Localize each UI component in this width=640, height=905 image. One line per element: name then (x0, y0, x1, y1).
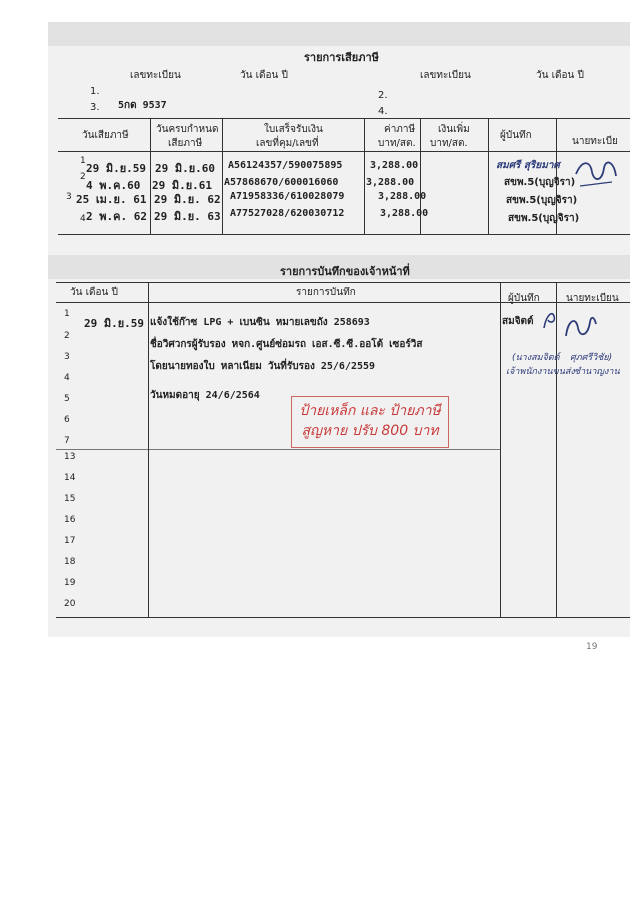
tax-row-1-due-date: 29 มิ.ย.60 (155, 162, 216, 175)
recorder-signature-mark (540, 306, 560, 336)
officer-row-number: 6 (64, 415, 70, 425)
slot-3-number: 3. (90, 102, 100, 113)
registrar-name-note-1: ศุภศรีวิชัย) (570, 353, 613, 363)
recorder-stamp-4: สขพ.5(บุญจิรา) (508, 213, 580, 224)
top-patterned-band (48, 22, 630, 46)
officer-entry-line-3: โดยนายทองใบ หลาเนียม วันที่รับรอง 25/6/2559 (150, 361, 376, 372)
officer-table-top-line (56, 282, 630, 283)
registrar-name-note-2: ชำนาญงาน (574, 367, 620, 377)
officer-row-number: 2 (64, 331, 70, 341)
lost-plate-fine-stamp (291, 396, 449, 448)
officer-entry-date: 29 มิ.ย.59 (84, 317, 145, 330)
tax-table-header-line (58, 151, 630, 152)
recorder-name-note-2: เจ้าพนักงานขนส่ง (506, 367, 575, 377)
tax-row-3-receipt: A71958336/610028079 (230, 191, 345, 202)
slot-2-number: 2. (378, 90, 388, 101)
registrar-signature-top (572, 152, 620, 196)
officer-row-number: 18 (64, 557, 76, 567)
recorder-stamp-1: สมศรี สุริยมาศ (496, 160, 560, 171)
tax-row-2-tax: 3,288.00 (366, 177, 415, 188)
officer-table-mid-line (56, 449, 500, 450)
tax-table-bottom-line (58, 234, 630, 235)
fine-stamp-line-2: สูญหาย ปรับ 800 บาท (301, 423, 439, 439)
officer-row-number: 13 (64, 452, 76, 462)
tax-row-3-tax: 3,288.00 (378, 191, 427, 202)
col-due-date-line2: เสียภาษี (168, 138, 203, 149)
header-left-registration: เลขทะเบียน (130, 70, 181, 81)
officer-col-record: รายการบันทึก (296, 287, 356, 298)
officer-row-number: 4 (64, 373, 70, 383)
tax-section-title: รายการเสียภาษี (304, 51, 379, 64)
tax-col-divider-3 (364, 118, 365, 234)
tax-row-4-number: 4 (80, 214, 86, 224)
recorder-stamp-3: สขพ.5(บุญจิรา) (506, 195, 578, 206)
officer-row-number: 1 (64, 309, 70, 319)
tax-row-1-number: 1 (80, 156, 86, 166)
tax-row-2-paid-date: 4 พ.ค.60 (86, 179, 141, 192)
officer-col-registrar: นายทะเบียน (566, 293, 619, 304)
tax-row-4-due-date: 29 มิ.ย. 63 (154, 210, 221, 223)
officer-row-number: 14 (64, 473, 76, 483)
officer-col-divider-2 (500, 282, 501, 617)
tax-row-4-receipt: A77527028/620030712 (230, 208, 345, 219)
tax-row-3-paid-date: 25 เม.ย. 61 (76, 193, 147, 206)
tax-row-1-paid-date: 29 มิ.ย.59 (86, 162, 147, 175)
officer-row-number: 5 (64, 394, 70, 404)
tax-col-divider-5 (488, 118, 489, 234)
slot-1-number: 1. (90, 86, 100, 97)
col-paid-date: วันเสียภาษี (82, 130, 129, 141)
recorder-name-note-1: (นางสมจิตต์ (512, 353, 560, 363)
tax-row-1-receipt: A56124357/590075895 (228, 160, 343, 171)
officer-entry-line-2: ชื่อวิศวกรผู้รับรอง หจก.ศูนย์ซ่อมรถ เอส.ซี.ซี.ออโต้ เซอร์วิส (150, 339, 423, 350)
tax-row-2-receipt: A57868670/600016060 (224, 177, 339, 188)
officer-col-divider-1 (148, 282, 149, 617)
fine-stamp-line-1: ป้ายเหล็ก และ ป้ายภาษี (299, 403, 441, 419)
header-right-date: วัน เดือน ปี (536, 70, 584, 81)
officer-section-title: รายการบันทึกของเจ้าหน้าที่ (280, 265, 410, 278)
registrar-signature-bottom (560, 306, 600, 350)
tax-col-divider-2 (222, 118, 223, 234)
officer-row-number: 20 (64, 599, 76, 609)
col-receipt-line1: ใบเสร็จรับเงิน (264, 124, 323, 135)
officer-entry-line-1: แจ้งใช้ก๊าซ LPG + เบนซิน หมายเลขถัง 258693 (150, 317, 370, 328)
officer-row-number: 15 (64, 494, 76, 504)
tax-row-2-number: 2 (80, 172, 86, 182)
officer-row-number: 3 (64, 352, 70, 362)
col-registrar: นายทะเบีย (572, 136, 618, 147)
tax-row-3-due-date: 29 มิ.ย. 62 (154, 193, 221, 206)
col-tax-line2: บาท/สต. (378, 138, 416, 149)
col-recorder: ผู้บันทึก (500, 130, 532, 141)
tax-row-2-due-date: 29 มิ.ย.61 (152, 179, 213, 192)
page-number-bottom: 19 (586, 642, 598, 652)
tax-row-1-tax: 3,288.00 (370, 160, 419, 171)
officer-row-number: 16 (64, 515, 76, 525)
officer-row-number: 17 (64, 536, 76, 546)
tax-row-4-paid-date: 2 พ.ค. 62 (86, 210, 147, 223)
col-tax-line1: ค่าภาษี (384, 124, 416, 135)
tax-table-top-line (58, 118, 630, 119)
header-right-registration: เลขทะเบียน (420, 70, 471, 81)
officer-table-header-line (56, 302, 630, 303)
tax-row-3-number: 3 (66, 192, 72, 202)
tax-row-4-tax: 3,288.00 (380, 208, 429, 219)
officer-entry-line-4: วันหมดอายุ 24/6/2564 (150, 390, 260, 401)
recorder-name: สมจิตต์ (502, 316, 534, 327)
col-receipt-line2: เลขที่คุม/เลขที่ (256, 138, 319, 149)
col-surcharge-line2: บาท/สต. (430, 138, 468, 149)
slot-4-number: 4. (378, 106, 388, 117)
officer-col-recorder: ผู้บันทึก (508, 293, 540, 304)
officer-col-date: วัน เดือน ปี (70, 287, 118, 298)
col-surcharge-line1: เงินเพิ่ม (438, 124, 470, 135)
slot-1-plate: 5กด 9537 (118, 100, 167, 111)
col-due-date-line1: วันครบกำหนด (156, 124, 219, 135)
officer-row-number: 19 (64, 578, 76, 588)
recorder-stamp-2: สขพ.5(บุญจิรา) (504, 177, 576, 188)
officer-row-number: 7 (64, 436, 70, 446)
header-left-date: วัน เดือน ปี (240, 70, 288, 81)
officer-table-bottom-line (56, 617, 630, 618)
